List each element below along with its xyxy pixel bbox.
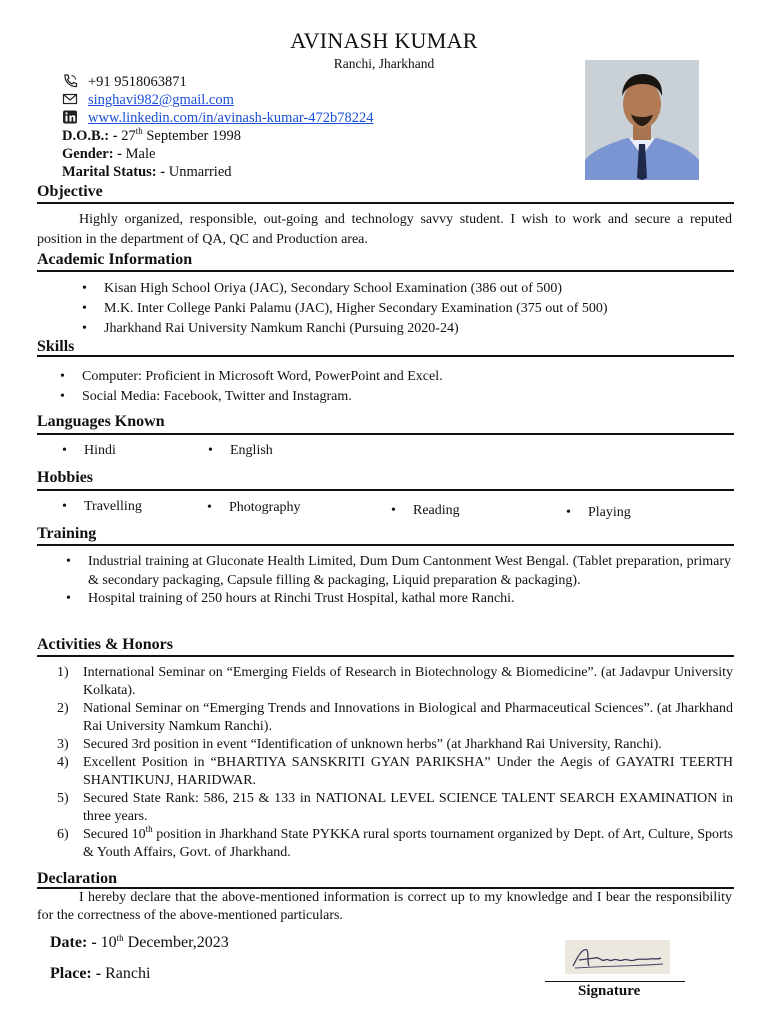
date-line — [50, 934, 229, 952]
item-text: Excellent Position in “BHARTIYA SANSKRITI GYAN PARIKSHA” Under the Aegis of GAYATRI TEERTH SHANTIKUNJ, HARIDWAR. — [83, 755, 733, 788]
list-item — [57, 826, 733, 862]
list-item: • Social Media: Facebook, Twitter and Instagram. — [82, 387, 722, 407]
list-item — [57, 664, 733, 700]
section-title-skills: Skills — [37, 338, 75, 355]
phone-line — [62, 73, 187, 91]
skills-list — [82, 367, 722, 407]
item-text: position in Jharkhand State PYKKA rural sports tournament organized by Dept. of Art, Culture, Sports & Youth Affairs, Govt. of Jharkhand. — [83, 827, 734, 860]
envelope-icon — [62, 92, 78, 106]
section-rule-academic — [37, 270, 734, 272]
profile-photo-illustration — [585, 60, 699, 180]
item-text: Secured State Rank: 586, 215 & 133 in NATIONAL LEVEL SCIENCE TALENT SEARCH EXAMINATION in three years. — [83, 791, 733, 824]
item-number: 4) — [57, 755, 69, 770]
training-list — [88, 553, 731, 609]
section-rule-skills — [37, 355, 734, 357]
list-item — [57, 790, 733, 826]
list-item: • Computer: Proficient in Microsoft Word, PowerPoint and Excel. — [82, 367, 722, 387]
linkedin-line — [62, 109, 374, 127]
section-title-academic: Academic Information — [37, 251, 193, 268]
gender-line — [62, 145, 155, 163]
objective-text: Highly organized, responsible, out-going and technology savvy student. I wish to work and secure a reputed position in the department of QA, QC and Production area. — [37, 212, 732, 247]
date-day: 10 — [100, 934, 117, 951]
signature-label: Signature — [578, 983, 641, 999]
candidate-location: Ranchi, Jharkhand — [333, 56, 435, 71]
list-item: • Hospital training of 250 hours at Rinchi Trust Hospital, kathal more Ranchi. — [88, 590, 731, 609]
language-english: • English — [230, 443, 273, 459]
dob-day: 27 — [121, 128, 136, 144]
item-text: International Seminar on “Emerging Fields of Research in Biotechnology & Biomedicine”. (at Jadavpur University Kolkata). — [83, 665, 733, 698]
date-suffix: th — [116, 933, 124, 943]
linkedin-icon — [62, 110, 78, 124]
item-number: 6) — [57, 827, 69, 842]
item-text: National Seminar on “Emerging Trends and Innovations in Biological and Pharmaceutical Sciences”. (at Jharkhand Rai University Namkum Ranchi). — [83, 701, 733, 734]
signature-rule — [545, 981, 685, 982]
item-suffix: th — [145, 824, 153, 834]
hobby-travelling: • Travelling — [84, 499, 142, 515]
list-item — [57, 754, 733, 790]
language-hindi: • Hindi — [84, 443, 116, 459]
dob-suffix: th — [135, 126, 143, 136]
dob-line — [62, 127, 241, 145]
linkedin-link[interactable]: www.linkedin.com/in/avinash-kumar-472b78224 — [88, 110, 374, 126]
section-title-training: Training — [37, 525, 97, 542]
section-rule-training — [37, 544, 734, 546]
hobby-photography: • Photography — [229, 500, 301, 516]
dob-rest: September 1998 — [146, 128, 241, 144]
dob-label: D.O.B.: - — [62, 128, 118, 144]
section-rule-hobbies — [37, 489, 734, 491]
signature-image — [565, 940, 670, 974]
section-rule-activities — [37, 655, 734, 657]
place-value: Ranchi — [105, 965, 151, 982]
list-item: • Jharkhand Rai University Namkum Ranchi (Pursuing 2020-24) — [104, 319, 724, 339]
section-title-objective: Objective — [37, 183, 103, 200]
section-title-hobbies: Hobbies — [37, 469, 94, 486]
item-number: 1) — [57, 665, 69, 680]
section-title-languages: Languages Known — [37, 413, 165, 430]
list-item — [57, 736, 733, 754]
list-item — [57, 700, 733, 736]
phone-icon — [62, 74, 78, 88]
date-rest: December,2023 — [127, 934, 229, 951]
section-rule-languages — [37, 433, 734, 435]
list-item: • Industrial training at Gluconate Health Limited, Dum Dum Cantonment West Bengal. (Tablet preparation, primary & secondary packaging, Capsule filling & packaging, Liquid preparation & packaging). — [88, 553, 731, 590]
hobby-playing: • Playing — [588, 505, 631, 521]
email-link[interactable]: singhavi982@gmail.com — [88, 92, 234, 108]
place-label: Place: - — [50, 965, 102, 982]
activities-list — [57, 664, 733, 862]
item-number: 5) — [57, 791, 69, 806]
item-text: Secured 3rd position in event “Identification of unknown herbs” (at Jharkhand Rai University, Ranchi). — [83, 737, 662, 752]
item-prefix: Secured 10 — [83, 827, 146, 842]
handwritten-signature — [565, 940, 670, 974]
phone-number: +91 9518063871 — [88, 74, 187, 90]
section-title-declaration: Declaration — [37, 870, 117, 887]
hobby-reading: • Reading — [413, 503, 460, 519]
marital-line — [62, 163, 232, 181]
list-item: • M.K. Inter College Panki Palamu (JAC), Higher Secondary Examination (375 out of 500) — [104, 299, 724, 319]
marital-label: Marital Status: - — [62, 164, 166, 180]
marital-value: Unmarried — [168, 164, 232, 180]
declaration-text: I hereby declare that the above-mentioned information is correct up to my knowledge and I bear the responsibility for the correctness of the above-mentioned particulars. — [37, 890, 732, 923]
candidate-name: AVINASH KUMAR — [290, 28, 478, 53]
email-line — [62, 91, 234, 109]
place-line — [50, 965, 150, 983]
section-title-activities: Activities & Honors — [37, 636, 173, 653]
gender-label: Gender: - — [62, 146, 122, 162]
list-item: • Kisan High School Oriya (JAC), Secondary School Examination (386 out of 500) — [104, 279, 724, 299]
gender-value: Male — [125, 146, 156, 162]
academic-list — [104, 279, 724, 339]
profile-photo — [585, 60, 699, 180]
item-number: 3) — [57, 737, 69, 752]
date-label: Date: - — [50, 934, 97, 951]
item-number: 2) — [57, 701, 69, 716]
section-rule-objective — [37, 202, 734, 204]
